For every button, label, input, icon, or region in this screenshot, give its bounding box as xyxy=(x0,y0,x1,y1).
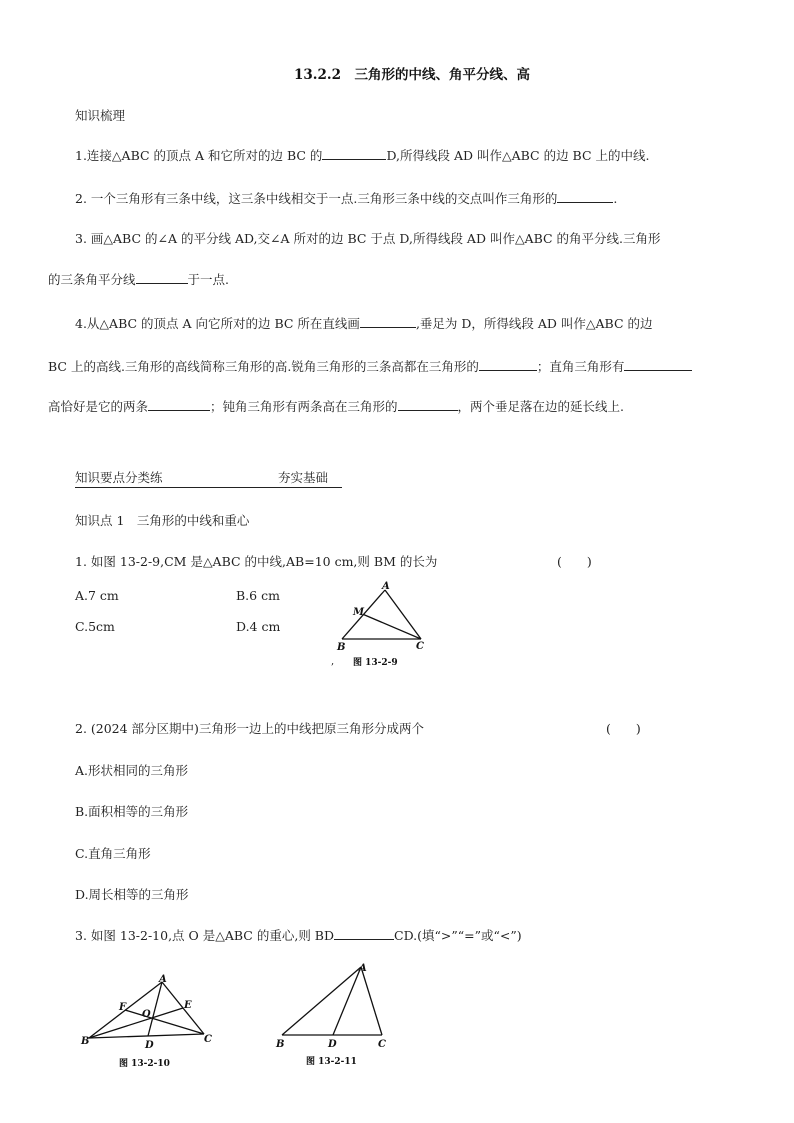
figure-label-c: C xyxy=(416,641,424,652)
question-2-option-c[interactable]: C.直角三角形 xyxy=(75,846,151,861)
figure-caption: 图 13-2-10 xyxy=(119,1059,170,1069)
review-item-3-text: 的三条角平分线 xyxy=(48,272,136,287)
answer-blank[interactable] xyxy=(624,358,692,371)
review-item-4-line-2 xyxy=(48,357,692,375)
question-2-stem: 2. (2024 部分区期中)三角形一边上的中线把原三角形分成两个 xyxy=(75,721,424,736)
section-heading-practice xyxy=(75,468,342,488)
figure-label-c: C xyxy=(204,1034,212,1045)
figure-13-2-10 xyxy=(76,972,221,1072)
knowledge-point-heading: 知识点 1 三角形的中线和重心 xyxy=(75,513,250,528)
answer-blank[interactable] xyxy=(148,398,210,411)
question-1-answer-paren[interactable]: ( ) xyxy=(557,554,592,569)
figure-label-a: A xyxy=(382,581,390,592)
question-1-option-d[interactable]: D.4 cm xyxy=(236,619,281,634)
figure-label-f: F xyxy=(119,1002,127,1013)
figure-13-2-11 xyxy=(273,958,398,1073)
section-heading-practice-left: 知识要点分类练 xyxy=(75,470,163,485)
review-item-1-text: 1.连接△ABC 的顶点 A 和它所对的边 BC 的 xyxy=(75,148,323,163)
review-item-4-text-a: 4.从△ABC 的顶点 A 向它所对的边 BC 所在直线画 xyxy=(75,316,360,331)
review-item-2-text: 2. 一个三角形有三条中线，这三条中线相交于一点.三角形三条中线的交点叫作三角形的 xyxy=(75,191,558,206)
question-2-answer-paren[interactable]: ( ) xyxy=(606,721,641,736)
figure-label-b: B xyxy=(81,1036,90,1047)
figure-label-a: A xyxy=(159,974,167,985)
review-item-4-line-3 xyxy=(48,397,624,415)
answer-blank[interactable] xyxy=(322,147,386,160)
figure-13-2-9 xyxy=(325,578,445,673)
review-item-4-text-g: ，两个垂足落在边的延长线上. xyxy=(457,399,625,414)
question-1-option-a[interactable]: A.7 cm xyxy=(75,588,119,603)
review-item-4-text-f: ；钝角三角形有两条高在三角形的 xyxy=(210,399,398,414)
question-2-option-a[interactable]: A.形状相同的三角形 xyxy=(75,763,189,778)
figure-label-m: M xyxy=(353,607,365,618)
figure-label-b: B xyxy=(276,1039,285,1050)
answer-blank[interactable] xyxy=(360,315,416,328)
figure-caption: 图 13-2-9 xyxy=(353,658,398,668)
review-item-3-text-end: 于一点. xyxy=(187,272,229,287)
figure-caption: 图 13-2-11 xyxy=(306,1057,357,1067)
figure-label-b: B xyxy=(337,642,346,653)
question-3-text-end: CD.(填“>”“=”或“<”) xyxy=(394,928,522,943)
figure-label-c: C xyxy=(378,1039,386,1050)
review-item-3-line-1: 3. 画△ABC 的∠A 的平分线 AD,交∠A 所对的边 BC 于点 D,所得线段 AD 叫作△ABC 的角平分线.三角形 xyxy=(75,231,661,246)
question-1-option-c[interactable]: C.5cm xyxy=(75,619,115,634)
question-3-stem xyxy=(75,926,522,944)
review-item-4-text-c: BC 上的高线.三角形的高线简称三角形的高.锐角三角形的三条高都在三角形的 xyxy=(48,359,479,374)
figure-label-d: D xyxy=(145,1040,154,1051)
figure-label-d: D xyxy=(328,1039,337,1050)
question-3-text: 3. 如图 13-2-10,点 O 是△ABC 的重心,则 BD xyxy=(75,928,335,943)
question-2-option-d[interactable]: D.周长相等的三角形 xyxy=(75,887,189,902)
review-item-4-line-1 xyxy=(75,314,653,332)
review-item-4-text-b: ,垂足为 D，所得线段 AD 叫作△ABC 的边 xyxy=(415,316,653,331)
page-title: 13.2.2 三角形的中线、角平分线、高 xyxy=(294,67,530,83)
question-1-option-b[interactable]: B.6 cm xyxy=(236,588,280,603)
figure-label-a: A xyxy=(359,963,367,974)
figure-label-o: O xyxy=(142,1009,151,1020)
figure-label-e: E xyxy=(184,1000,192,1011)
review-item-4-text-d: ；直角三角形有 xyxy=(536,359,625,374)
review-item-1 xyxy=(75,146,649,164)
section-heading-review: 知识梳理 xyxy=(75,108,126,123)
review-item-1-text-end: D,所得线段 AD 叫作△ABC 的边 BC 上的中线. xyxy=(386,148,650,163)
review-item-4-text-e: 高恰好是它的两条 xyxy=(48,399,149,414)
answer-blank[interactable] xyxy=(334,927,394,940)
review-item-3-line-2 xyxy=(48,270,229,288)
review-item-2 xyxy=(75,189,617,207)
section-heading-practice-right: 夯实基础 xyxy=(278,470,329,485)
answer-blank[interactable] xyxy=(398,398,458,411)
question-1-stem: 1. 如图 13-2-9,CM 是△ABC 的中线,AB=10 cm,则 BM 的长为 xyxy=(75,554,438,569)
stray-mark: , xyxy=(331,656,335,667)
question-2-option-b[interactable]: B.面积相等的三角形 xyxy=(75,804,189,819)
answer-blank[interactable] xyxy=(557,190,613,203)
answer-blank[interactable] xyxy=(479,358,537,371)
answer-blank[interactable] xyxy=(136,271,188,284)
review-item-2-text-end: . xyxy=(613,191,618,206)
